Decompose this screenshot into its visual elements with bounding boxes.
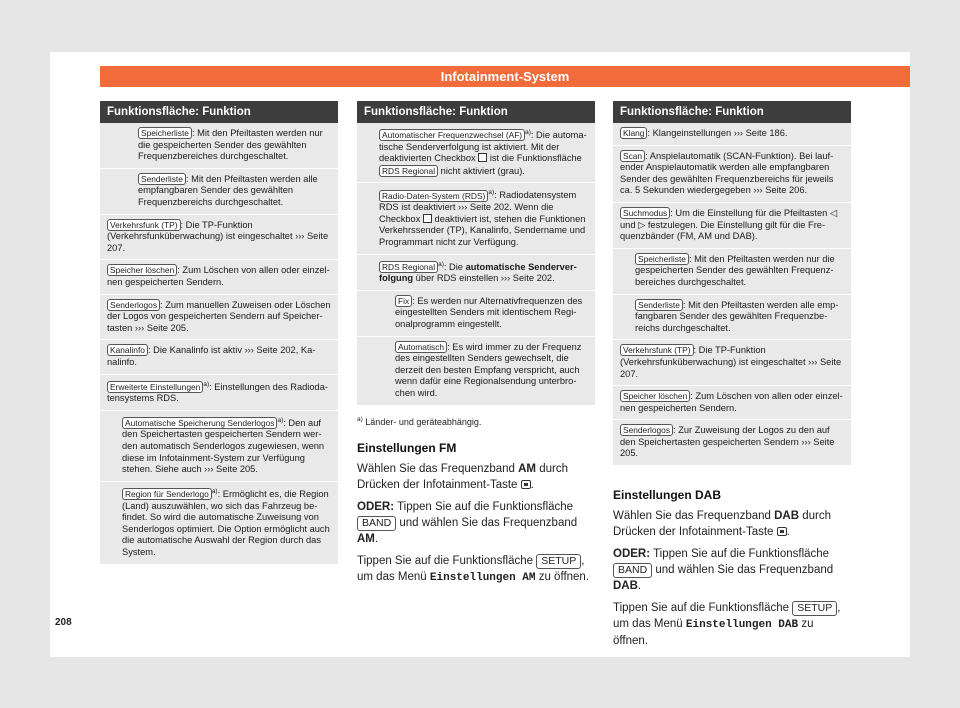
para-bold: DAB	[774, 510, 800, 523]
footnote-ref: a)	[277, 416, 284, 424]
para-text: und wählen Sie das Frequenzband	[655, 564, 834, 577]
function-key[interactable]: Senderlogos	[620, 424, 673, 436]
footnote-ref: a)	[211, 487, 218, 495]
function-table	[613, 123, 851, 466]
para-text: Wählen Sie das Frequenzband	[613, 510, 771, 523]
function-key[interactable]: Erweiterte Einstellungen	[107, 381, 203, 393]
para-text: durch Drücken der Infotainment-Taste	[357, 462, 568, 491]
row-bold-text: automatische Senderverfolgung	[379, 261, 577, 284]
media-key-icon	[521, 480, 531, 489]
function-key[interactable]: Senderliste	[635, 299, 683, 311]
table-row	[613, 123, 851, 146]
row-text: : Mit den Pfeiltasten werden alle empfangbaren Sender des gewählten Frequenzbereichs durchgeschaltet.	[138, 173, 318, 207]
para-bold: AM	[357, 532, 375, 545]
manual-page	[50, 52, 910, 657]
paragraph: ODER: Tippen Sie auf die Funktionsfläche BAND und wählen Sie das Frequenzband DAB.	[613, 548, 834, 593]
table-row	[357, 183, 595, 254]
column-3	[613, 101, 851, 649]
row-text: : Radiodatensystem RDS ist deaktiviert ››› Seite 202. Wenn die Checkbox	[379, 190, 577, 224]
table-heading: Funktionsfläche: Funktion	[100, 101, 338, 123]
row-text: : Um die Einstellung für die Pfeiltasten ◁ und ▷ festzulegen. Die Einstellung gilt für die Frequenzbänder (FM, AM und DAB).	[620, 207, 838, 242]
footnote	[357, 416, 595, 427]
band-button[interactable]: BAND	[613, 563, 652, 578]
table-row	[613, 249, 851, 295]
table-row	[100, 295, 338, 341]
column-1	[100, 101, 338, 565]
function-key[interactable]: Kanalinfo	[107, 344, 148, 356]
table-row	[613, 146, 851, 203]
table-row	[100, 411, 338, 482]
function-key[interactable]: Speicherliste	[635, 253, 689, 265]
function-key[interactable]: Senderlogos	[107, 299, 160, 311]
setup-button[interactable]: SETUP	[536, 554, 581, 569]
footnote-ref: a)	[488, 189, 495, 197]
table-row	[100, 482, 338, 565]
table-row	[100, 340, 338, 374]
para-text: zu öffnen.	[613, 618, 814, 648]
menu-name: Einstellungen DAB	[685, 619, 799, 632]
row-text: : Mit den Pfeiltasten werden nur die gespeicherten Sender des gewählten Frequenzbereiches durchgeschaltet.	[635, 253, 835, 287]
function-key[interactable]: Verkehrsfunk (TP)	[620, 344, 694, 356]
para-bold: DAB	[613, 580, 638, 593]
row-text: : Die automatische Senderverfolgung ist aktiviert. Mit der deaktivierten Checkbox	[379, 130, 587, 164]
table-row	[613, 340, 851, 386]
function-key[interactable]: Klang	[620, 127, 647, 139]
function-key[interactable]: Speicher löschen	[620, 390, 690, 402]
page-number: 208	[55, 617, 72, 628]
row-text: : Anspielautomatik (SCAN-Funktion). Bei laufender Anspielautomatik werden alle empfangbaren Sender des gewählten Frequenzbereichs für jeweils ca. 5 Sekunden wiedergegeben ››› Seite 206.	[620, 150, 834, 196]
row-text: : Es wird immer zu der Frequenz des eingestellten Senders gewechselt, die derzeit den besten Empfang verspricht, auch wenn dafür eine Regionalsendung unterbrochen wird.	[395, 341, 582, 398]
row-text: : Zum Löschen von allen oder einzelnen gespeicherten Sendern.	[620, 391, 843, 413]
paragraph	[357, 553, 595, 586]
fix-key[interactable]: Fix	[395, 295, 412, 307]
paragraph: ODER: Tippen Sie auf die Funktionsfläche BAND und wählen Sie das Frequenzband AM.	[357, 500, 578, 545]
function-key[interactable]: Speicher löschen	[107, 264, 177, 276]
function-key[interactable]: Scan	[620, 150, 645, 162]
row-text: : Den auf den Speichertasten gespeicherten Sendern werden automatisch Senderlogos zugewiesen, wenn diese im Infotainment-System zur Verfügung stehen. Siehe auch ››› Seite 205.	[122, 417, 325, 475]
function-table	[100, 123, 338, 565]
row-text: nicht aktiviert (grau).	[440, 165, 525, 176]
row-text: : Zur Zuweisung der Logos zu den auf den Speichertasten gespeicherten Sendern ››› Seite 205.	[620, 425, 835, 459]
row-text: : Mit den Pfeiltasten werden alle empfangbaren Sender des gewählten Frequenzbereichs durchgeschaltet.	[635, 299, 839, 333]
function-key[interactable]: Verkehrsfunk (TP)	[107, 219, 181, 231]
row-text: : Zum Löschen von allen oder einzelnen gespeicherten Sendern.	[107, 265, 330, 287]
rds-key[interactable]: Radio-Daten-System (RDS)	[379, 190, 488, 202]
table-row	[613, 203, 851, 249]
row-text: : Zum manuellen Zuweisen oder Löschen der Logos von gespeicherten Sendern auf Speichertasten ››› Seite 205.	[107, 299, 331, 333]
function-key[interactable]: Automatische Speicherung Senderlogos	[122, 417, 277, 429]
para-text: , um das Menü	[613, 602, 841, 631]
row-text: : Die TP-Funktion (Verkehrsfunküberwachung) ist eingeschaltet ››› Seite 207.	[107, 219, 329, 253]
para-bold: ODER:	[613, 548, 651, 561]
setup-button[interactable]: SETUP	[792, 601, 837, 616]
table-heading: Funktionsfläche: Funktion	[357, 101, 595, 123]
para-text: , um das Menü	[357, 554, 585, 583]
footnote-ref: a)	[525, 129, 531, 136]
rds-regional-key[interactable]: RDS Regional	[379, 261, 438, 273]
menu-name: Einstellungen AM	[429, 571, 536, 584]
footnote-text: Länder- und geräteabhängig.	[365, 416, 482, 427]
para-text: Tippen Sie auf die Funktionsfläche	[397, 500, 574, 513]
function-key[interactable]: Senderliste	[138, 173, 186, 185]
af-key[interactable]: Automatischer Frequenzwechsel (AF)	[379, 129, 525, 141]
section-title: Einstellungen DAB	[613, 488, 722, 503]
function-table	[357, 123, 595, 406]
function-key[interactable]: Suchmodus	[620, 207, 670, 219]
table-row	[613, 386, 851, 420]
row-text: deaktiviert ist, stehen die Funktionen Verkehrssender (TP), Kanalinfo, Sendername und Programmart nicht zur Verfügung.	[379, 213, 586, 247]
rds-regional-key[interactable]: RDS Regional	[379, 165, 438, 177]
paragraph	[613, 600, 851, 649]
row-text: : Einstellungen des Radiodatensystems RDS.	[107, 381, 328, 404]
row-text: : Die Kanalinfo ist aktiv ››› Seite 202, Kanalinfo.	[107, 345, 316, 367]
footnote-ref: a)	[438, 260, 444, 268]
checkbox-icon	[478, 153, 487, 162]
para-text: zu öffnen.	[538, 570, 590, 583]
footnote-ref: a)	[203, 380, 210, 388]
section-title: Einstellungen FM	[357, 440, 457, 455]
row-text: : Die	[443, 261, 463, 272]
footnote-mark: a)	[357, 415, 363, 423]
table-row	[613, 420, 851, 466]
row-text: : Mit den Pfeiltasten werden nur die gespeicherten Sender des gewählten Frequenzbereiches durchgeschaltet.	[138, 128, 323, 162]
function-key[interactable]: Region für Senderlogo	[122, 488, 212, 500]
table-row	[100, 215, 338, 261]
para-text: durch Drücken der Infotainment-Taste	[613, 510, 832, 539]
row-text: über RDS einstellen ››› Seite 202.	[415, 273, 555, 284]
table-row	[357, 291, 595, 337]
table-row	[100, 260, 338, 294]
row-text: : Es werden nur Alternativfrequenzen des eingestellten Senders mit identischem Regionalprogramm eingestellt.	[395, 295, 583, 329]
column-2	[357, 101, 595, 586]
para-text: Tippen Sie auf die Funktionsfläche	[613, 602, 790, 615]
function-key[interactable]: Speicherliste	[138, 127, 192, 139]
table-row	[100, 123, 338, 169]
para-text: Tippen Sie auf die Funktionsfläche	[653, 548, 830, 561]
checkbox-icon	[423, 214, 432, 223]
row-text: : Ermöglicht es, die Region (Land) auszuwählen, wo sich das Fahrzeug befindet. So wird die automatische Zuweisung von Senderlogos optimiert. Die Option ermöglicht auch die automatische Auswahl der Region durch das System.	[122, 488, 330, 557]
section-header: Infotainment-System	[100, 66, 910, 87]
table-row	[357, 123, 595, 183]
table-heading: Funktionsfläche: Funktion	[613, 101, 851, 123]
para-bold: ODER:	[357, 500, 395, 513]
media-key-icon	[777, 527, 787, 536]
paragraph: Wählen Sie das Frequenzband AM durch Drücken der Infotainment-Taste .	[357, 462, 568, 491]
table-row	[357, 337, 595, 406]
automatisch-key[interactable]: Automatisch	[395, 341, 447, 353]
para-text: und wählen Sie das Frequenzband	[399, 516, 578, 529]
row-text: ist die Funktionsfläche	[489, 153, 582, 164]
row-text: : Klangeinstellungen ››› Seite 186.	[647, 128, 788, 138]
row-text: : Die TP-Funktion (Verkehrsfunküberwachung) ist eingeschaltet ››› Seite 207.	[620, 345, 842, 379]
table-row	[357, 255, 595, 291]
band-button[interactable]: BAND	[357, 516, 396, 531]
table-row	[100, 375, 338, 411]
para-text: Tippen Sie auf die Funktionsfläche	[357, 554, 534, 567]
para-bold: AM	[518, 462, 536, 475]
paragraph: Wählen Sie das Frequenzband DAB durch Drücken der Infotainment-Taste .	[613, 510, 832, 539]
table-row	[100, 169, 338, 215]
para-text: Wählen Sie das Frequenzband	[357, 462, 515, 475]
table-row	[613, 295, 851, 341]
